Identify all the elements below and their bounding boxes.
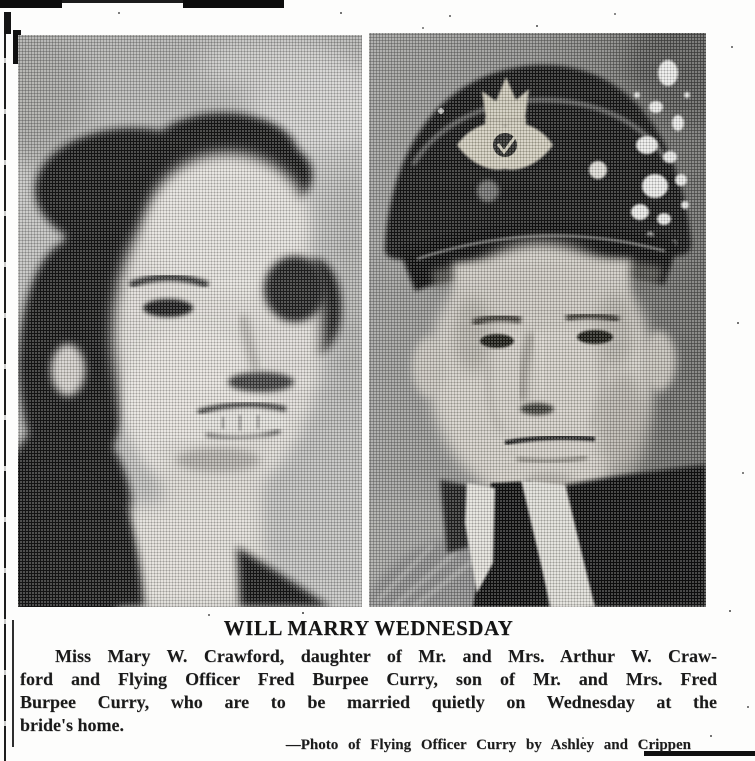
ear bbox=[51, 344, 85, 396]
caption-line: ford and Flying Officer Fred Burpee Curry, son of Mr. and Mrs. Fred bbox=[20, 669, 717, 689]
caption-line: Miss Mary W. Crawford, daughter of Mr. and Mrs. Arthur W. Craw- bbox=[55, 646, 717, 666]
inner-column-rule bbox=[12, 620, 14, 747]
chest bbox=[130, 505, 255, 607]
left-ear bbox=[642, 331, 676, 391]
nose-shadow bbox=[228, 372, 294, 392]
headline: WILL MARRY WEDNESDAY bbox=[223, 616, 514, 640]
photo-credit: —Photo of Flying Officer Curry by Ashley and Crippen bbox=[285, 737, 691, 753]
nose-base bbox=[520, 403, 554, 415]
paper-dust-specks bbox=[0, 0, 2, 2]
photo-mary-crawford-art bbox=[18, 35, 362, 607]
caption-line: Burpee Curry, who are to be married quietly on Wednesday at the bbox=[20, 692, 717, 712]
photo-officer-curry bbox=[369, 33, 706, 607]
right-eye bbox=[480, 334, 514, 348]
right-ear bbox=[412, 337, 446, 397]
left-eye-shadow bbox=[264, 256, 326, 322]
top-edge-ink-bar bbox=[0, 0, 284, 3]
right-eye bbox=[143, 299, 193, 317]
caption-line: bride's home. bbox=[20, 715, 125, 735]
photo-mary-crawford bbox=[18, 35, 362, 607]
caption-paragraph bbox=[20, 645, 717, 737]
left-column-rule bbox=[4, 12, 6, 761]
photo-officer-curry-art bbox=[369, 33, 706, 607]
cap-button bbox=[589, 161, 607, 179]
left-eye bbox=[577, 330, 613, 344]
